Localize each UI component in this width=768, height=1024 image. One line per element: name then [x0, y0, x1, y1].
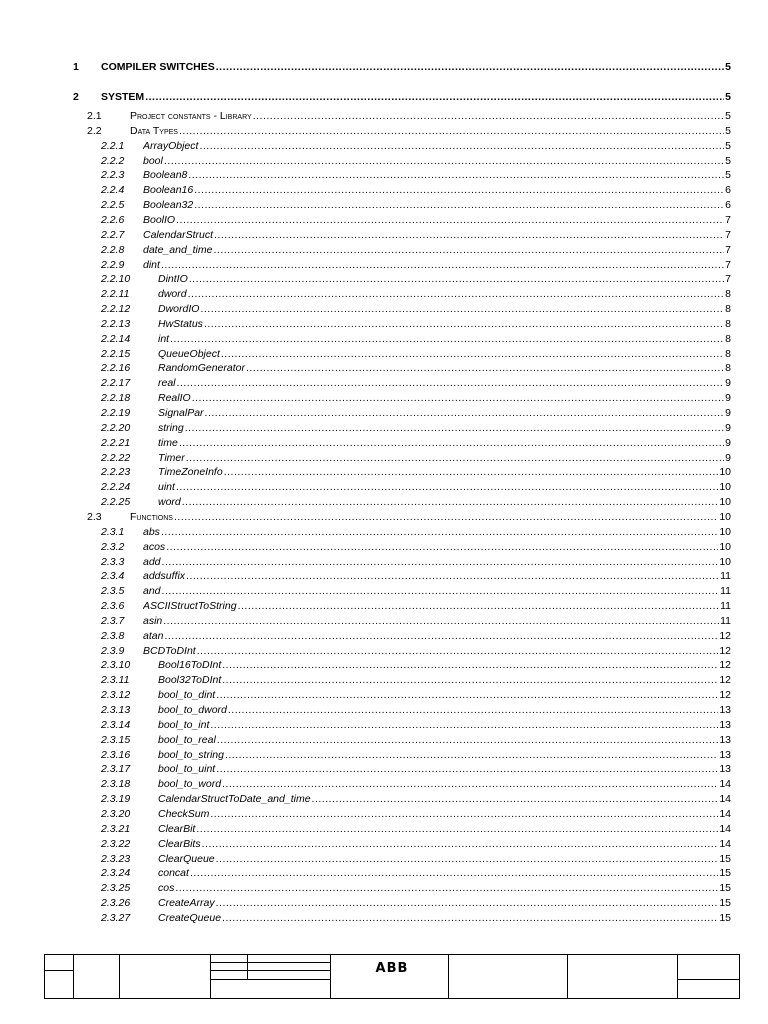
toc-title: Boolean32: [143, 199, 194, 212]
toc-number: 2.3.25: [101, 882, 131, 895]
toc-page-number: 7: [725, 273, 731, 286]
toc-subsection-entry[interactable]: [0, 762, 768, 776]
toc-number: 2.3.14: [101, 718, 131, 731]
toc-number: 2.3.12: [101, 689, 131, 702]
toc-leader-dots: [228, 703, 718, 717]
toc-subsection-entry[interactable]: [0, 525, 768, 539]
toc-title: string: [158, 421, 184, 434]
toc-title: CreateQueue: [158, 911, 222, 924]
toc-page-number: 8: [725, 362, 731, 375]
toc-leader-dots: [216, 762, 718, 776]
toc-number: 2.2.25: [101, 496, 131, 509]
toc-subsection-entry[interactable]: [0, 480, 768, 494]
toc-number: 2.2.16: [101, 362, 131, 375]
toc-page-number: 5: [725, 124, 731, 137]
toc-title: Boolean8: [143, 169, 188, 182]
toc-page-number: 9: [725, 421, 731, 434]
toc-number: 2.3.1: [101, 525, 125, 538]
toc-page-number: 11: [720, 570, 731, 583]
toc-title: bool_to_dword: [158, 704, 227, 716]
toc-number: 2.3.21: [101, 822, 131, 835]
toc-leader-dots: [213, 243, 724, 257]
toc-page-number: 15: [719, 897, 731, 910]
toc-title: uint: [158, 481, 175, 494]
toc-page-number: 9: [725, 451, 731, 464]
toc-leader-dots: [222, 673, 718, 687]
title-block-rule: [210, 962, 330, 963]
toc-page-number: 13: [719, 763, 731, 776]
toc-page-number: 7: [725, 213, 731, 226]
toc-subsection-entry[interactable]: [0, 406, 768, 420]
toc-number: 2.3.26: [101, 897, 131, 910]
toc-subsection-entry[interactable]: [0, 733, 768, 747]
toc-page-number: 12: [719, 659, 731, 672]
toc-leader-dots: [194, 183, 724, 197]
toc-number: 2.2.14: [101, 332, 131, 345]
toc-title: DintIO: [158, 273, 188, 286]
toc-subsection-entry[interactable]: [0, 896, 768, 910]
toc-leader-dots: [188, 168, 724, 182]
toc-page-number: 13: [719, 748, 731, 761]
toc-subsection-entry[interactable]: [0, 243, 768, 257]
toc-leader-dots: [189, 272, 724, 286]
toc-number: 2.2.4: [101, 184, 125, 197]
toc-title: QueueObject: [158, 347, 220, 360]
toc-leader-dots: [164, 154, 724, 168]
toc-title: CalendarStruct: [143, 228, 214, 241]
toc-subsection-entry[interactable]: [0, 822, 768, 836]
toc-subsection-entry[interactable]: [0, 584, 768, 598]
toc-title: ArrayObject: [143, 139, 199, 152]
toc-subsection-entry[interactable]: [0, 272, 768, 286]
toc-leader-dots: [186, 451, 724, 465]
toc-leader-dots: [202, 837, 719, 851]
toc-number: 2.3.11: [101, 674, 130, 687]
toc-title: word: [158, 496, 181, 509]
toc-subsection-entry[interactable]: [0, 837, 768, 851]
title-block-divider: [247, 955, 248, 979]
toc-subsection-entry[interactable]: [0, 451, 768, 465]
title-block-divider: [567, 955, 568, 998]
toc-subsection-entry[interactable]: [0, 569, 768, 583]
toc-page-number: 8: [725, 347, 731, 360]
toc-title: Boolean16: [143, 184, 194, 197]
toc-subsection-entry[interactable]: [0, 777, 768, 791]
toc-number: 2.2.8: [101, 243, 125, 256]
title-block: [44, 954, 740, 999]
toc-page-number: 15: [719, 867, 731, 880]
toc-number: 2.3.23: [101, 852, 131, 865]
toc-subsection-entry[interactable]: [0, 748, 768, 762]
toc-leader-dots: [196, 822, 718, 836]
toc-page-number: 8: [725, 317, 731, 330]
toc-leader-dots: [164, 629, 718, 643]
toc-leader-dots: [199, 139, 724, 153]
toc-title: ClearQueue: [158, 852, 215, 865]
toc-title: bool_to_int: [158, 718, 210, 731]
toc-leader-dots: [204, 317, 724, 331]
title-block-divider: [119, 955, 120, 998]
toc-subsection-entry[interactable]: [0, 302, 768, 316]
toc-page-number: 12: [719, 629, 731, 642]
toc-subsection-entry[interactable]: [0, 866, 768, 880]
toc-leader-dots: [162, 555, 719, 569]
toc-page-number: 15: [719, 911, 731, 924]
toc-page-number: 8: [725, 332, 731, 345]
toc-subsection-entry[interactable]: [0, 673, 768, 687]
toc-page-number: 14: [719, 807, 731, 820]
toc-leader-dots: [145, 90, 724, 104]
toc-leader-dots: [216, 896, 719, 910]
toc-leader-dots: [192, 391, 724, 405]
toc-page-number: 5: [725, 169, 731, 182]
toc-subsection-entry[interactable]: [0, 139, 768, 153]
toc-number: 2.2.13: [101, 317, 131, 330]
toc-leader-dots: [222, 911, 718, 925]
toc-title: bool_to_string: [158, 748, 224, 761]
toc-page-number: 13: [719, 704, 731, 716]
toc-subsection-entry[interactable]: [0, 495, 768, 509]
toc-number: 2.3: [87, 510, 102, 523]
toc-subsection-entry[interactable]: [0, 852, 768, 866]
toc-subsection-entry[interactable]: [0, 168, 768, 182]
toc-number: 2.3.6: [101, 600, 125, 613]
toc-subsection-entry[interactable]: [0, 540, 768, 554]
toc-number: 2.2.23: [101, 466, 131, 479]
toc-leader-dots: [205, 406, 725, 420]
toc-title: bool_to_word: [158, 778, 222, 791]
toc-title: date_and_time: [143, 243, 213, 256]
toc-chapter-entry[interactable]: [0, 60, 768, 74]
toc-leader-dots: [253, 109, 724, 123]
toc-section-entry[interactable]: [0, 510, 768, 524]
toc-page-number: 15: [719, 882, 731, 895]
toc-number: 2.3.5: [101, 585, 125, 598]
toc-page-number: 5: [725, 61, 731, 73]
toc-leader-dots: [175, 881, 718, 895]
toc-number: 2.2.1: [101, 139, 125, 152]
toc-number: 2.2.6: [101, 213, 125, 226]
toc-title: atan: [143, 629, 164, 642]
toc-leader-dots: [246, 361, 724, 375]
toc-title: BoolIO: [143, 213, 176, 226]
toc-number: 2.2.15: [101, 347, 131, 360]
toc-number: 2.2: [87, 124, 102, 137]
toc-page-number: 10: [719, 510, 731, 523]
toc-title: ASCIIStructToString: [143, 600, 237, 613]
toc-leader-dots: [179, 436, 724, 450]
toc-subsection-entry[interactable]: [0, 807, 768, 821]
toc-title: DwordIO: [158, 303, 200, 316]
toc-leader-dots: [179, 124, 724, 138]
toc-leader-dots: [216, 60, 724, 74]
toc-title: acos: [143, 540, 166, 553]
toc-title: dint: [143, 258, 160, 271]
title-block-divider: [448, 955, 449, 998]
toc-title: bool_to_uint: [158, 763, 216, 776]
toc-page-number: 10: [719, 555, 731, 568]
toc-title: addsuffix: [143, 570, 186, 583]
toc-leader-dots: [182, 495, 719, 509]
toc-number: 2.2.18: [101, 392, 131, 405]
toc-number: 2.3.15: [101, 733, 131, 746]
toc-number: 2.3.22: [101, 837, 131, 850]
toc-number: 2.3.13: [101, 704, 131, 716]
toc-leader-dots: [210, 807, 718, 821]
toc-leader-dots: [200, 302, 724, 316]
toc-number: 2.3.3: [101, 555, 125, 568]
toc-number: 2.3.24: [101, 867, 131, 880]
toc-leader-dots: [176, 213, 724, 227]
toc-subsection-entry[interactable]: [0, 599, 768, 613]
toc-number: 2.2.2: [101, 154, 125, 167]
toc-subsection-entry[interactable]: [0, 688, 768, 702]
toc-leader-dots: [190, 866, 718, 880]
toc-page-number: 8: [725, 288, 731, 301]
toc-leader-dots: [197, 644, 719, 658]
toc-page-number: 5: [725, 154, 731, 167]
toc-leader-dots: [170, 332, 724, 346]
toc-title: TimeZoneInfo: [158, 466, 223, 479]
toc-subsection-entry[interactable]: [0, 183, 768, 197]
toc-page-number: 7: [725, 243, 731, 256]
toc-title: add: [143, 555, 161, 568]
toc-leader-dots: [161, 258, 724, 272]
toc-page-number: 14: [719, 778, 731, 791]
toc-number: 2.3.4: [101, 570, 125, 583]
toc-number: 2.2.19: [101, 407, 131, 419]
toc-page-number: 10: [719, 496, 731, 509]
toc-subsection-entry[interactable]: [0, 911, 768, 925]
toc-subsection-entry[interactable]: [0, 213, 768, 227]
title-block-rule: [677, 979, 740, 980]
toc-subsection-entry[interactable]: [0, 228, 768, 242]
toc-leader-dots: [224, 465, 719, 479]
toc-leader-dots: [174, 510, 718, 524]
toc-page-number: 7: [725, 228, 731, 241]
toc-page-number: 13: [719, 733, 731, 746]
toc-number: 1: [73, 61, 79, 73]
toc-number: 2.3.10: [101, 659, 131, 672]
toc-subsection-entry[interactable]: [0, 376, 768, 390]
toc-subsection-entry[interactable]: [0, 718, 768, 732]
toc-number: 2.2.17: [101, 377, 131, 390]
toc-page-number: 9: [725, 377, 731, 390]
toc-subsection-entry[interactable]: [0, 436, 768, 450]
toc-title: ClearBit: [158, 822, 196, 835]
toc-page-number: 11: [720, 614, 731, 627]
toc-page-number: 10: [719, 481, 731, 494]
toc-subsection-entry[interactable]: [0, 332, 768, 346]
toc-page-number: 6: [725, 184, 731, 197]
toc-leader-dots: [177, 376, 725, 390]
toc-page-number: 12: [719, 644, 731, 657]
title-block-divider: [677, 955, 678, 998]
toc-leader-dots: [210, 718, 718, 732]
toc-page-number: 5: [725, 91, 731, 103]
toc-number: 2.1: [87, 110, 102, 122]
toc-title: CalendarStructToDate_and_time: [158, 793, 311, 806]
toc-subsection-entry[interactable]: [0, 703, 768, 717]
toc-leader-dots: [188, 287, 725, 301]
toc-leader-dots: [186, 569, 719, 583]
toc-page-number: 10: [719, 466, 731, 479]
toc-page-number: 10: [719, 525, 731, 538]
toc-number: 2.2.20: [101, 421, 131, 434]
toc-subsection-entry[interactable]: [0, 614, 768, 628]
toc-page-number: 13: [719, 718, 731, 731]
toc-subsection-entry[interactable]: [0, 317, 768, 331]
toc-number: 2.2.24: [101, 481, 131, 494]
toc-title: abs: [143, 525, 160, 538]
toc-number: 2.2.9: [101, 258, 125, 271]
toc-subsection-entry[interactable]: [0, 198, 768, 212]
toc-page-number: 10: [719, 540, 731, 553]
abb-logo: ABB: [375, 961, 409, 976]
toc-title: RealIO: [158, 392, 191, 405]
toc-title: BCDToDInt: [143, 644, 196, 657]
toc-title: time: [158, 436, 178, 449]
toc-page-number: 5: [725, 110, 731, 122]
toc-title: concat: [158, 867, 189, 880]
toc-leader-dots: [166, 540, 718, 554]
toc-subsection-entry[interactable]: [0, 154, 768, 168]
toc-leader-dots: [222, 777, 718, 791]
toc-subsection-entry[interactable]: [0, 644, 768, 658]
toc-page-number: 12: [719, 689, 731, 702]
toc-title: CreateArray: [158, 897, 215, 910]
toc-subsection-entry[interactable]: [0, 258, 768, 272]
toc-title: Functions: [130, 510, 173, 523]
toc-title: SignalPar: [158, 407, 204, 419]
toc-number: 2.2.22: [101, 451, 131, 464]
toc-title: bool: [143, 154, 163, 167]
toc-number: 2.3.9: [101, 644, 125, 657]
toc-page-number: 7: [725, 258, 731, 271]
toc-number: 2.3.27: [101, 911, 131, 924]
toc-subsection-entry[interactable]: [0, 881, 768, 895]
title-block-rule: [210, 979, 330, 980]
toc-leader-dots: [162, 584, 720, 598]
title-block-rule: [210, 970, 330, 971]
toc-leader-dots: [161, 525, 718, 539]
toc-number: 2.2.21: [101, 436, 131, 449]
toc-page-number: 8: [725, 303, 731, 316]
toc-page-number: 14: [719, 793, 731, 806]
toc-title: ClearBits: [158, 837, 201, 850]
toc-leader-dots: [222, 658, 718, 672]
toc-leader-dots: [176, 480, 718, 494]
toc-section-entry[interactable]: [0, 124, 768, 138]
toc-page-number: 15: [719, 852, 731, 865]
toc-title: Bool32ToDInt: [158, 674, 222, 687]
toc-number: 2.2.7: [101, 228, 125, 241]
toc-number: 2.3.2: [101, 540, 125, 553]
toc-title: int: [158, 332, 170, 345]
toc-title: Project constants - Library: [130, 110, 252, 122]
title-block-divider: [330, 955, 331, 998]
toc-leader-dots: [163, 614, 719, 628]
toc-title: bool_to_dint: [158, 689, 216, 702]
toc-page-number: 6: [725, 199, 731, 212]
toc-subsection-entry[interactable]: [0, 287, 768, 301]
toc-title: Bool16ToDInt: [158, 659, 222, 672]
toc-page-number: 12: [719, 674, 731, 687]
toc-subsection-entry[interactable]: [0, 421, 768, 435]
toc-title: CheckSum: [158, 807, 210, 820]
toc-page-number: 14: [719, 837, 731, 850]
toc-chapter-entry[interactable]: [0, 90, 768, 104]
toc-leader-dots: [312, 792, 719, 806]
toc-leader-dots: [194, 198, 724, 212]
toc-title: dword: [158, 288, 187, 301]
toc-page-number: 11: [720, 585, 731, 598]
toc-number: 2.2.12: [101, 303, 131, 316]
toc-number: 2.3.7: [101, 614, 125, 627]
toc-title: bool_to_real: [158, 733, 216, 746]
toc-title: cos: [158, 882, 175, 895]
toc-number: 2.2.11: [101, 288, 130, 301]
toc-subsection-entry[interactable]: [0, 555, 768, 569]
toc-title: Data Types: [130, 124, 178, 137]
toc-title: real: [158, 377, 176, 390]
toc-subsection-entry[interactable]: [0, 629, 768, 643]
toc-number: 2.2.3: [101, 169, 125, 182]
toc-number: 2.3.18: [101, 778, 131, 791]
toc-leader-dots: [225, 748, 718, 762]
toc-page-number: 11: [720, 600, 731, 613]
toc-page-number: 9: [725, 392, 731, 405]
toc-leader-dots: [214, 228, 724, 242]
toc-number: 2.2.10: [101, 273, 131, 286]
toc-page-number: 9: [725, 436, 731, 449]
toc-subsection-entry[interactable]: [0, 361, 768, 375]
toc-leader-dots: [185, 421, 724, 435]
toc-number: 2.3.20: [101, 807, 131, 820]
toc-subsection-entry[interactable]: [0, 391, 768, 405]
toc-number: 2.3.8: [101, 629, 125, 642]
toc-subsection-entry[interactable]: [0, 658, 768, 672]
toc-leader-dots: [216, 852, 719, 866]
toc-title: RandomGenerator: [158, 362, 245, 375]
toc-section-entry[interactable]: [0, 109, 768, 123]
toc-page-number: 9: [725, 407, 731, 419]
toc-leader-dots: [217, 733, 719, 747]
toc-subsection-entry[interactable]: [0, 465, 768, 479]
toc-title: and: [143, 585, 161, 598]
toc-leader-dots: [216, 688, 718, 702]
toc-subsection-entry[interactable]: [0, 792, 768, 806]
toc-page-number: 5: [725, 139, 731, 152]
toc-number: 2.3.19: [101, 793, 131, 806]
toc-subsection-entry[interactable]: [0, 347, 768, 361]
toc-leader-dots: [221, 347, 724, 361]
toc-number: 2.3.16: [101, 748, 131, 761]
toc-number: 2: [73, 91, 79, 103]
toc-title: Timer: [158, 451, 185, 464]
toc-number: 2.3.17: [101, 763, 131, 776]
toc-title: SYSTEM: [101, 91, 145, 103]
toc-page-number: 14: [719, 822, 731, 835]
toc-title: COMPILER SWITCHES: [101, 61, 215, 73]
toc-leader-dots: [238, 599, 720, 613]
title-block-rule: [45, 970, 73, 971]
toc-title: HwStatus: [158, 317, 203, 330]
toc-title: asin: [143, 614, 163, 627]
toc-number: 2.2.5: [101, 199, 125, 212]
title-block-divider: [73, 955, 74, 998]
